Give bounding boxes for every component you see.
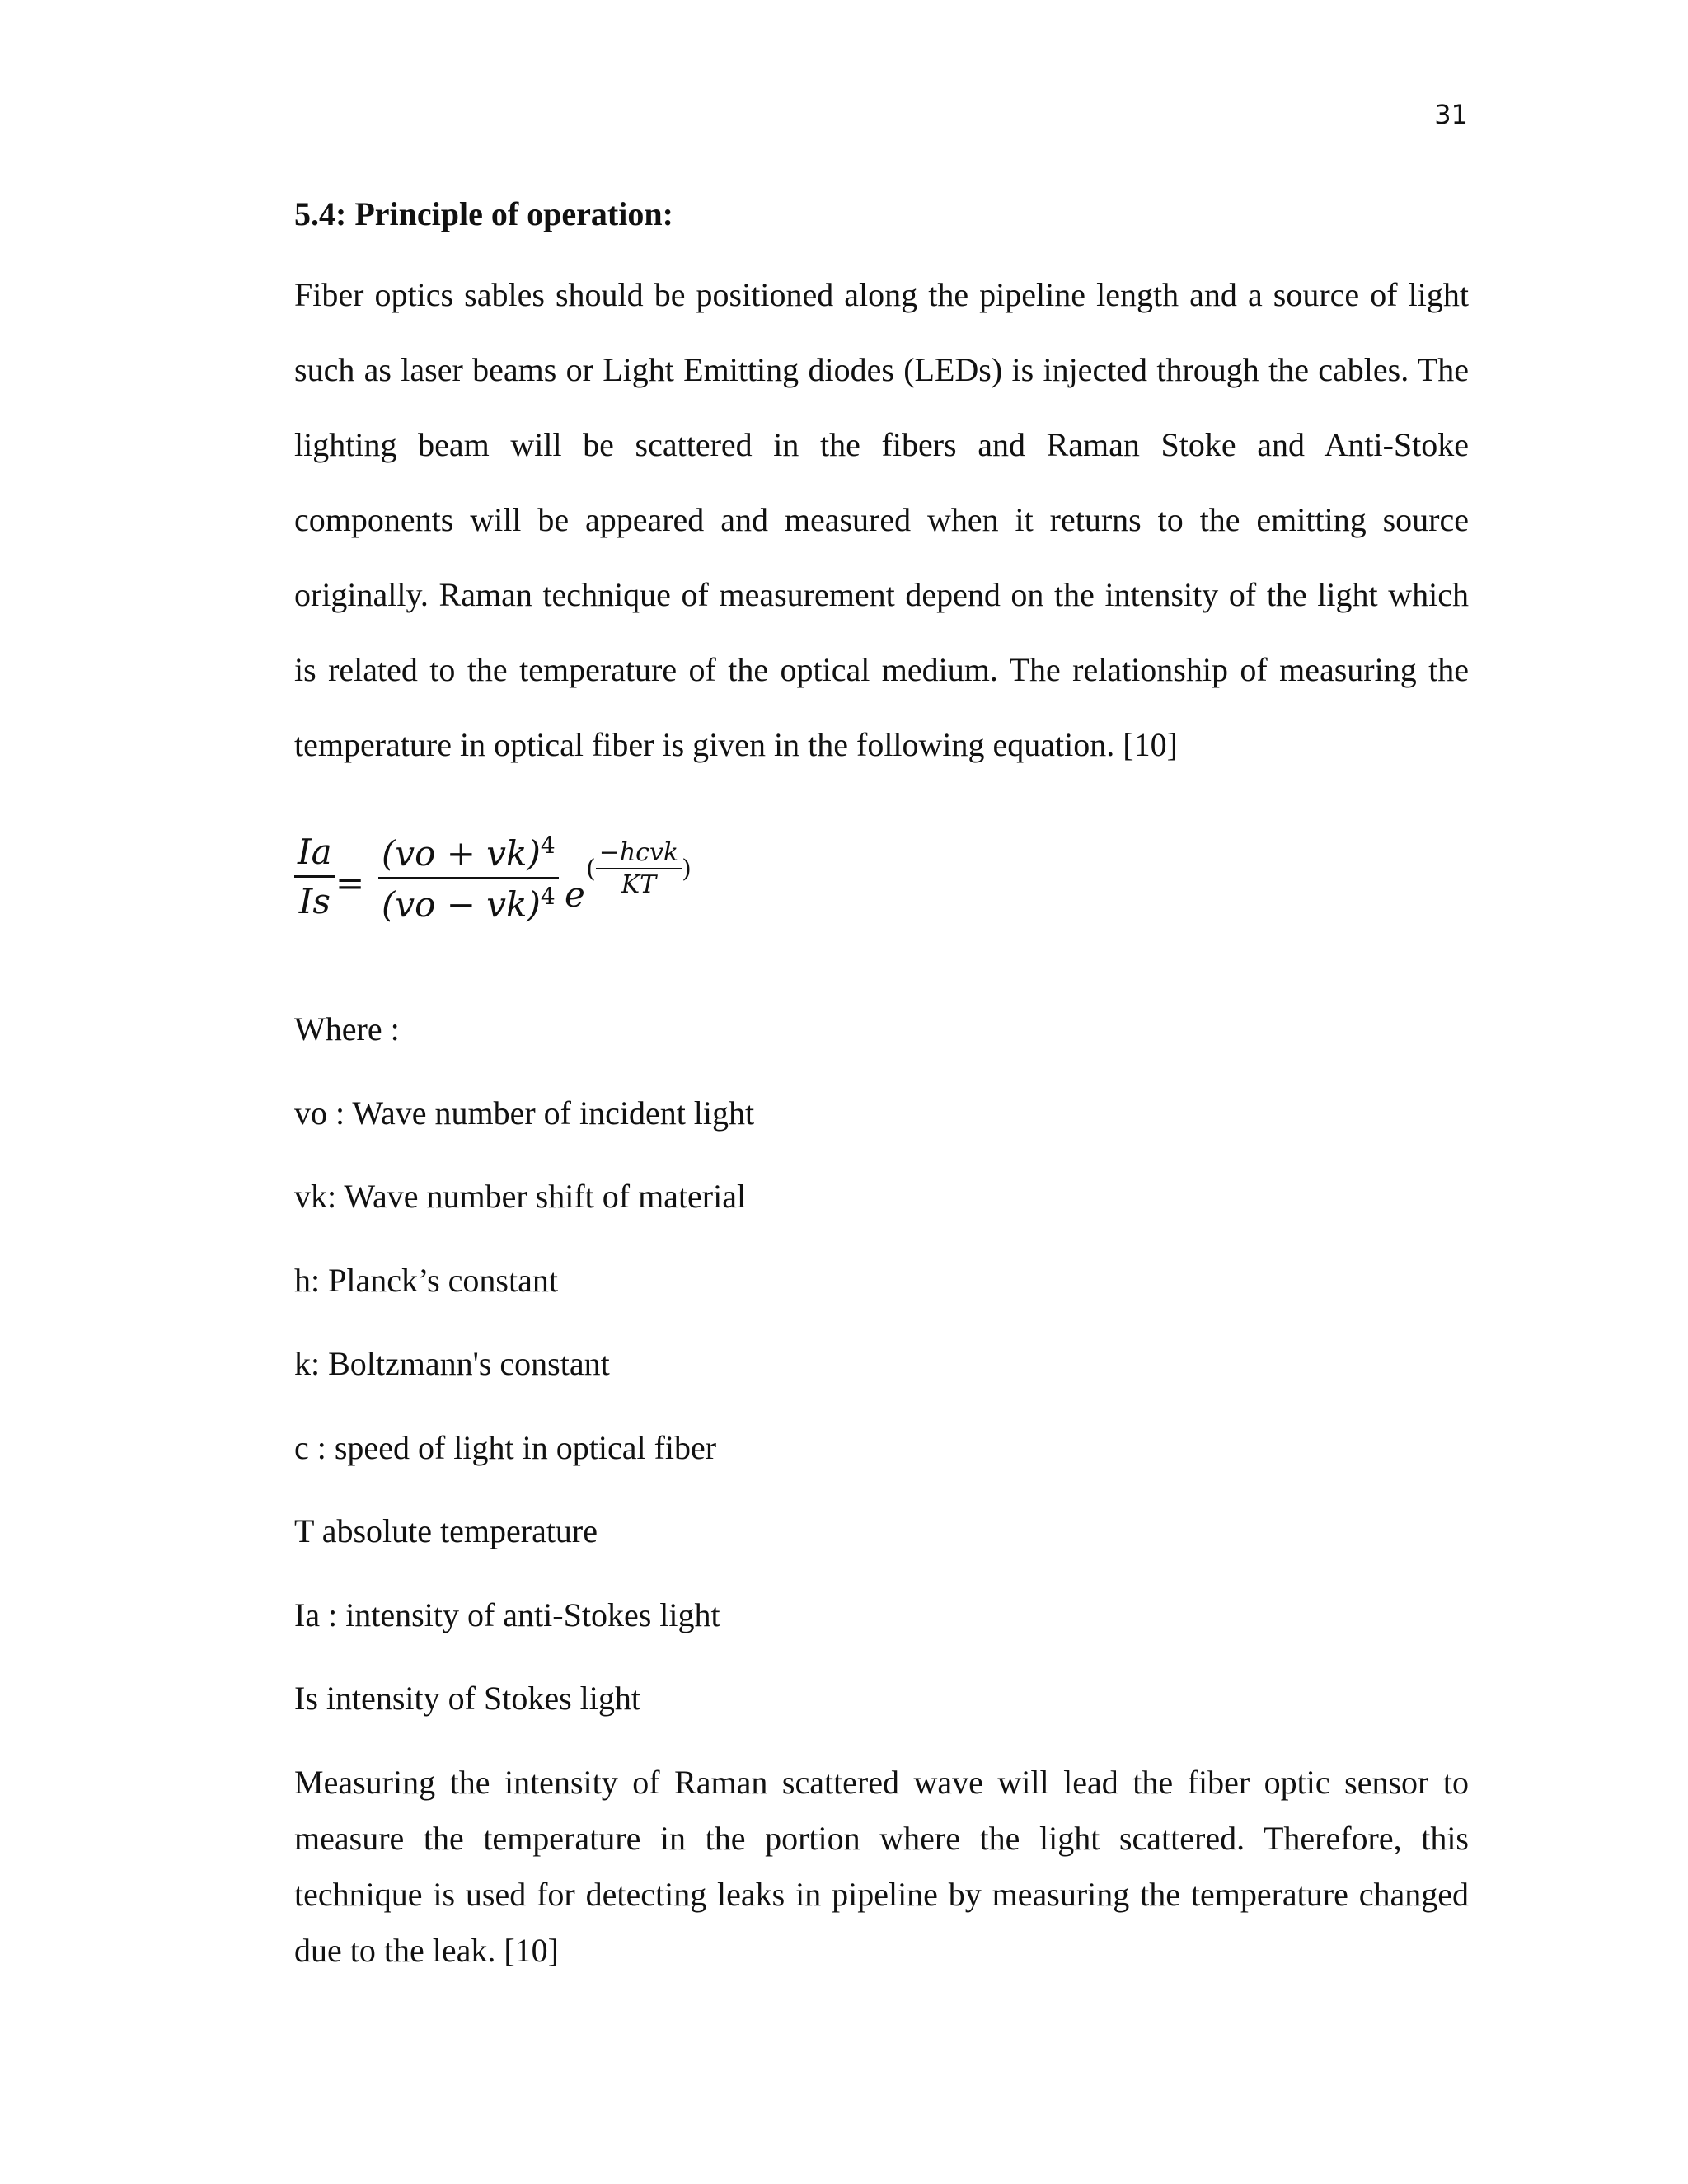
definition-item: k: Boltzmann's constant xyxy=(294,1345,610,1382)
wavenumber-fraction xyxy=(378,832,559,925)
numerator-expression: (vo + vk) xyxy=(382,833,541,874)
exponent-numerator: −hcvk xyxy=(598,838,679,867)
denominator-is: Is xyxy=(298,881,331,921)
section-body xyxy=(294,190,1469,1979)
fraction-bar xyxy=(596,868,682,869)
definition-item: vk: Wave number shift of material xyxy=(294,1178,747,1215)
exponent-close-paren: ) xyxy=(682,854,692,883)
conclusion-paragraph: Measuring the intensity of Raman scattered wave will lead the fiber optic sensor to measure the temperature in the portion where the light scattered. Therefore, this technique is used for detecting leaks in pipeline by measuring the temperature changed due to the leak. [10] xyxy=(294,1763,1469,1969)
equals-sign: = xyxy=(335,863,365,903)
where-label: Where : xyxy=(294,1010,400,1047)
exponent-fraction xyxy=(596,838,682,899)
exponent-denominator: KT xyxy=(621,870,657,899)
fraction-bar xyxy=(294,875,335,878)
section-heading: 5.4: Principle of operation: xyxy=(294,195,673,232)
numerator-ia: Ia xyxy=(298,832,332,872)
definition-item: T absolute temperature xyxy=(294,1512,598,1549)
wavenumber-numerator xyxy=(378,832,559,874)
intro-paragraph: Fiber optics sables should be positioned along the pipeline length and a source of light such as laser beams or Light Emitting diodes (LEDs) is injected through the cables. The lighting beam will be scattered in the fibers and Raman Stoke and Anti-Stoke components will be appeared and measured when it returns to the emitting source originally. Raman technique of measurement depend on the intensity of the light which is related to the temperature of the optical medium. The relationship of measuring the temperature in optical fiber is given in the following equation. [10] xyxy=(294,276,1469,763)
definition-item: Is intensity of Stokes light xyxy=(294,1680,640,1717)
exponent xyxy=(586,838,692,899)
wavenumber-denominator xyxy=(378,883,559,925)
definition-item: Ia : intensity of anti-Stokes light xyxy=(294,1596,720,1633)
definition-item: c : speed of light in optical fiber xyxy=(294,1428,717,1466)
variable-definitions xyxy=(294,1005,1469,1758)
intensity-ratio-fraction xyxy=(294,832,335,921)
raman-equation xyxy=(294,832,1469,947)
definition-item: h: Planck’s constant xyxy=(294,1261,558,1299)
definition-item: vo : Wave number of incident light xyxy=(294,1094,755,1132)
exponential-base: e xyxy=(565,874,585,915)
fraction-bar xyxy=(378,877,559,879)
page-number: 31 xyxy=(1434,99,1468,130)
numerator-power: 4 xyxy=(540,832,556,859)
denominator-power: 4 xyxy=(540,883,556,910)
exponent-open-paren: ( xyxy=(586,854,596,883)
denominator-expression: (vo − vk) xyxy=(382,884,541,925)
